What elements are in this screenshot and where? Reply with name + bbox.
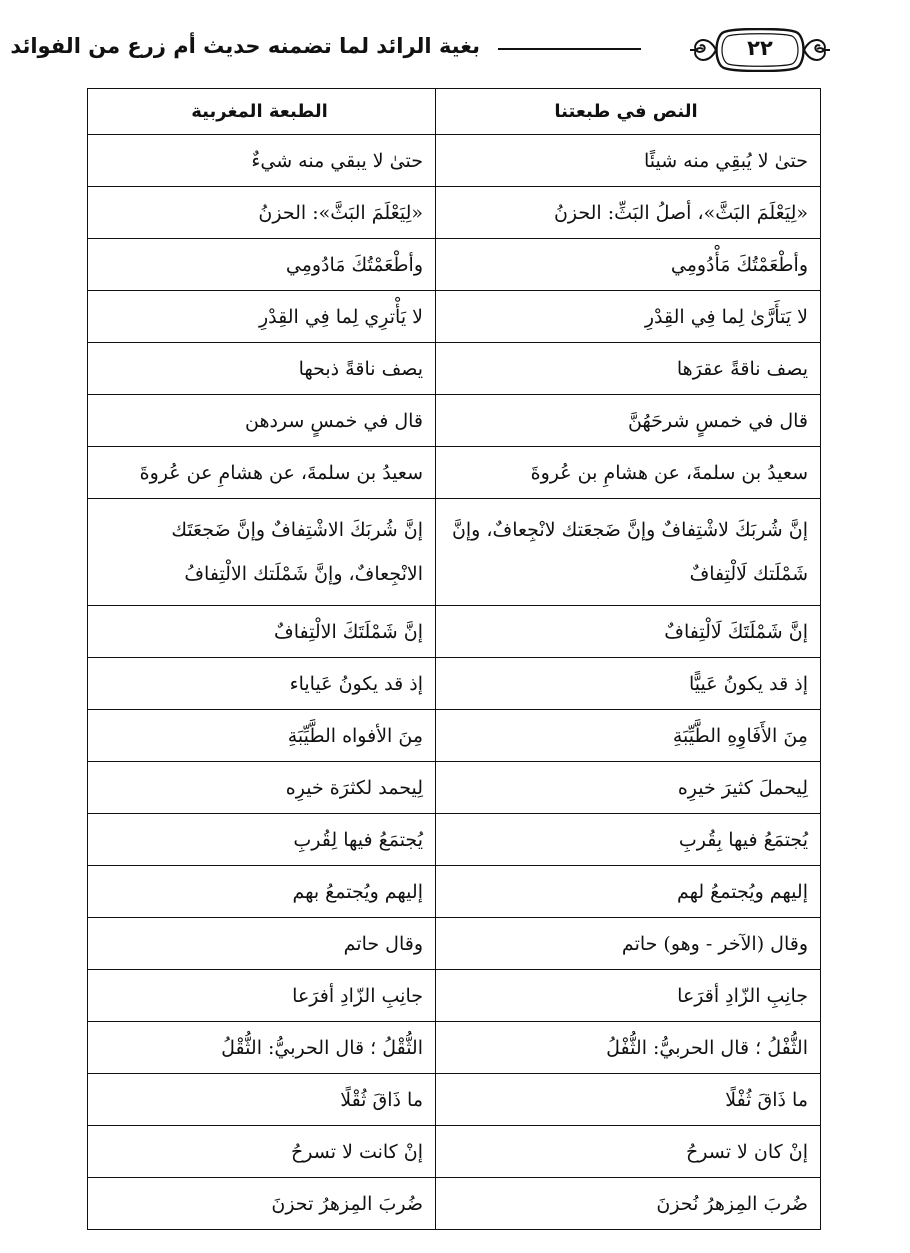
our-edition-cell: لا يَتأَرَّىٰ لِما فِي القِدْرِ xyxy=(436,291,821,343)
our-edition-cell: يصف ناقةً عقرَها xyxy=(436,343,821,395)
our-edition-cell: وأطْعَمْتُكَ مَأْدُومِي xyxy=(436,239,821,291)
table-row xyxy=(88,1126,821,1178)
table-row xyxy=(88,447,821,499)
our-edition-cell: يُجتمَعُ فيها بِقُربِ xyxy=(436,814,821,866)
table-row xyxy=(88,1178,821,1230)
table-row xyxy=(88,239,821,291)
moroccan-edition-cell: الثُّقْلُ ؛ قال الحربيُّ: الثُّقْلُ xyxy=(88,1022,436,1074)
moroccan-edition-cell: إليهم ويُجتمعُ بهم xyxy=(88,866,436,918)
moroccan-edition-cell: إذ قد يكونُ عَياياء xyxy=(88,658,436,710)
table-header-row xyxy=(88,89,821,135)
column-header-our-edition: النص في طبعتنا xyxy=(436,89,821,135)
moroccan-edition-cell: سعيدُ بن سلمةَ، عن هشامِ عن عُروةَ xyxy=(88,447,436,499)
table-row xyxy=(88,135,821,187)
table-row xyxy=(88,918,821,970)
table-row xyxy=(88,658,821,710)
table-row xyxy=(88,814,821,866)
our-edition-cell: جانِبِ الزّادِ أقرَعا xyxy=(436,970,821,1022)
our-edition-cell: إنْ كان لا تسرحُ xyxy=(436,1126,821,1178)
page-number-ornament xyxy=(690,28,830,72)
moroccan-edition-cell: إنْ كانت لا تسرحُ xyxy=(88,1126,436,1178)
moroccan-edition-cell: وأطْعَمْتُكَ مَادُومِي xyxy=(88,239,436,291)
column-header-moroccan-edition: الطبعة المغربية xyxy=(88,89,436,135)
table-row xyxy=(88,970,821,1022)
our-edition-cell: «لِيَعْلَمَ البَثَّ»، أصلُ البَثِّ: الحزنُ xyxy=(436,187,821,239)
moroccan-edition-cell: جانِبِ الزّادِ أفرَعا xyxy=(88,970,436,1022)
table-row xyxy=(88,291,821,343)
page-header xyxy=(10,20,825,80)
table-row xyxy=(88,710,821,762)
table-row xyxy=(88,343,821,395)
our-edition-cell: إنَّ شَمْلَتَكَ لَالْتِفافٌ xyxy=(436,606,821,658)
moroccan-edition-cell: «لِيَعْلَمَ البَثَّ»: الحزنُ xyxy=(88,187,436,239)
our-edition-cell: إليهم ويُجتمعُ لهم xyxy=(436,866,821,918)
our-edition-cell: إذ قد يكونُ عَييًّا xyxy=(436,658,821,710)
moroccan-edition-cell: لِيحمد لكثرَة خيرِه xyxy=(88,762,436,814)
our-edition-cell: سعيدُ بن سلمةَ، عن هشامِ بن عُروةَ xyxy=(436,447,821,499)
moroccan-edition-cell: يُجتمَعُ فيها لِقُربِ xyxy=(88,814,436,866)
our-edition-cell: مِنَ الأَفَاوِهِ الطَّيِّبَةِ xyxy=(436,710,821,762)
moroccan-edition-cell: ضُربَ المِزهرُ تحزنَ xyxy=(88,1178,436,1230)
moroccan-edition-cell: إنَّ شَمْلَتَكَ الالْتِفافٌ xyxy=(88,606,436,658)
table-row xyxy=(88,499,821,606)
comparison-table xyxy=(88,88,821,1230)
table-row xyxy=(88,395,821,447)
table-row xyxy=(88,1022,821,1074)
page-number: ٢٢ xyxy=(747,36,773,60)
our-edition-cell: الثُّفْلُ ؛ قال الحربيُّ: الثُّفْلُ xyxy=(436,1022,821,1074)
running-title: بغية الرائد لما تضمنه حديث أم زرع من الفوائد xyxy=(10,34,480,58)
moroccan-edition-cell: وقال حاتم xyxy=(88,918,436,970)
table-row xyxy=(88,187,821,239)
table-row xyxy=(88,1074,821,1126)
our-edition-cell: وقال (الآخر - وهو) حاتم xyxy=(436,918,821,970)
moroccan-edition-cell: إنَّ شُربَكَ الاشْتِفافٌ وإنَّ ضَجعَتَك الانْجِعافٌ، وإنَّ شَمْلَتك الالْتِفافُ xyxy=(88,499,436,606)
moroccan-edition-cell: ما ذَاقَ ثُقْلًا xyxy=(88,1074,436,1126)
moroccan-edition-cell: لا يَأْترِي لِما فِي القِدْرِ xyxy=(88,291,436,343)
table-row xyxy=(88,866,821,918)
header-rule xyxy=(498,48,641,50)
table-row xyxy=(88,762,821,814)
our-edition-cell: ما ذَاقَ ثُفْلًا xyxy=(436,1074,821,1126)
moroccan-edition-cell: مِنَ الأفواه الطَّيِّبَةِ xyxy=(88,710,436,762)
our-edition-cell: إنَّ شُربَكَ لاشْتِفافٌ وإنَّ ضَجعَتك لانْجِعافٌ، وإنَّ شَمْلَتك لَالْتِفافٌ xyxy=(436,499,821,606)
our-edition-cell: لِيحملَ كثيرَ خيرِه xyxy=(436,762,821,814)
our-edition-cell: قال في خمسٍ شرحَهُنَّ xyxy=(436,395,821,447)
moroccan-edition-cell: قال في خمسٍ سردهن xyxy=(88,395,436,447)
table-row xyxy=(88,606,821,658)
our-edition-cell: حتىٰ لا يُبقِي منه شيئًا xyxy=(436,135,821,187)
moroccan-edition-cell: يصف ناقةً ذبحها xyxy=(88,343,436,395)
our-edition-cell: ضُربَ المِزهرُ نُحزنَ xyxy=(436,1178,821,1230)
moroccan-edition-cell: حتىٰ لا يبقي منه شيءٌ xyxy=(88,135,436,187)
